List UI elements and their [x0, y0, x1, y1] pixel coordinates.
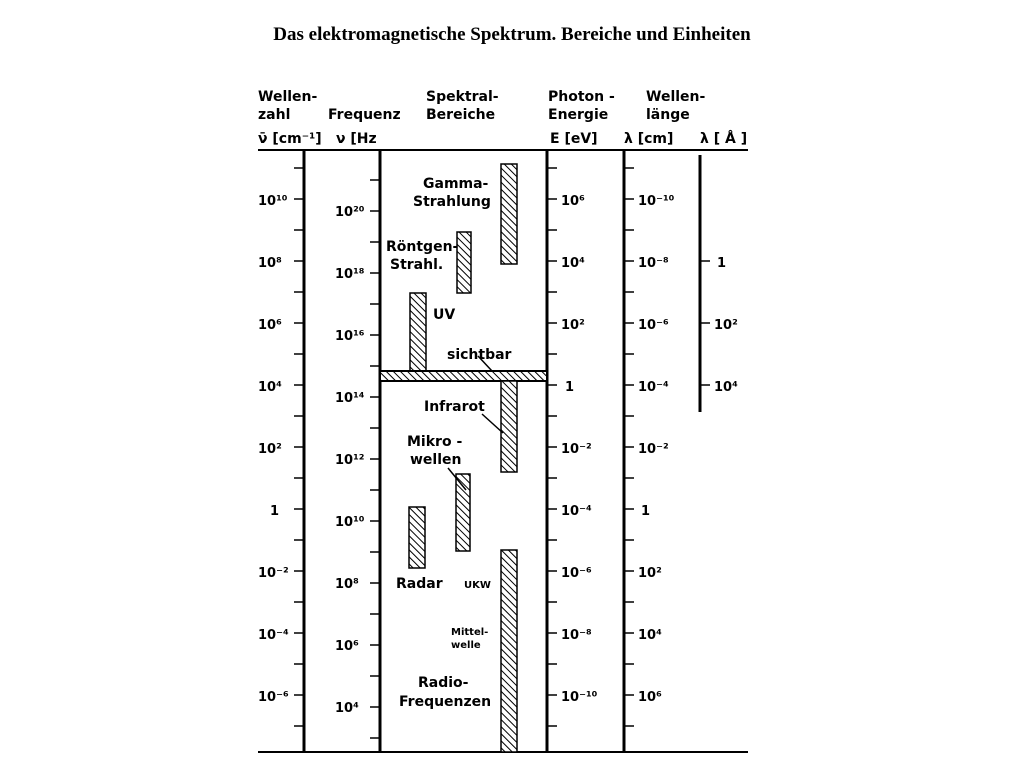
mw-label: Mittel- — [451, 627, 489, 638]
gamma-label: Gamma- — [423, 176, 489, 192]
wavenumber-tick-label: 10⁻² — [258, 566, 289, 581]
energy-tick-label: 10⁻² — [561, 442, 592, 457]
header-frequency — [328, 107, 401, 147]
header-photon-line2: Energie — [548, 107, 609, 123]
region-labels — [386, 176, 512, 710]
visible-band — [380, 371, 547, 381]
energy-tick-label: 10⁻⁸ — [561, 628, 592, 643]
energy-tick-label: 10⁻⁴ — [561, 504, 592, 519]
header-spectral-line1: Spektral- — [426, 89, 499, 105]
wavenumber-tick-label: 1 — [270, 504, 280, 519]
radio-label: Frequenzen — [399, 694, 492, 710]
radio-label: Radio- — [418, 675, 469, 691]
wavenumber-tick-label: 10⁻⁴ — [258, 628, 289, 643]
ukw-label: UKW — [464, 580, 491, 591]
frequency-tick-label: 10²⁰ — [335, 205, 365, 220]
header-spectral-line2: Bereiche — [426, 107, 496, 123]
page-title: Das elektromagnetische Spektrum. Bereiche und Einheiten — [273, 24, 751, 45]
infrared-bar — [501, 381, 517, 472]
wavenumber-tick-label: 10⁻⁶ — [258, 690, 289, 705]
xray-bar — [457, 232, 471, 293]
header-wavenumber-unit: ν̄ [cm⁻¹] — [258, 131, 322, 147]
wavenumber-tick-label: 10² — [258, 442, 282, 457]
frequency-tick-label: 10¹² — [335, 453, 365, 468]
wavelength-cm-tick-label: 10⁻² — [638, 442, 669, 457]
wavelength-angstrom-tick-label: 10⁴ — [714, 380, 738, 395]
header-photon-line1: Photon - — [548, 89, 615, 105]
wavelength-angstrom-tick-label: 1 — [717, 256, 727, 271]
header-wavenumber — [258, 89, 322, 147]
frequency-tick-label: 10¹⁰ — [335, 515, 365, 530]
frequency-scale — [335, 205, 365, 716]
wavelength-cm-tick-label: 10² — [638, 566, 662, 581]
wavenumber-tick-label: 10⁶ — [258, 318, 282, 333]
frequency-tick-label: 10¹⁴ — [335, 391, 365, 406]
wavelength-cm-scale — [638, 194, 675, 705]
microwave-label: wellen — [410, 452, 462, 468]
header-photon-unit: E [eV] — [550, 131, 598, 147]
uv-label: UV — [433, 307, 456, 323]
header-wavelength — [624, 89, 747, 147]
wavenumber-tick-label: 10⁴ — [258, 380, 282, 395]
wavelength-cm-tick-label: 10⁻⁴ — [638, 380, 669, 395]
wavelength-cm-tick-label: 10⁻⁸ — [638, 256, 669, 271]
radio-bar — [501, 550, 517, 752]
header-wavelength-cm: λ [cm] — [624, 131, 674, 147]
frequency-tick-label: 10¹⁸ — [335, 267, 365, 282]
frequency-tick-label: 10⁸ — [335, 577, 359, 592]
header-wavelength-line2: länge — [646, 107, 690, 123]
wavelength-angstrom-tick-label: 10² — [714, 318, 738, 333]
wavelength-angstrom-scale — [714, 256, 738, 395]
infrared-leader — [482, 414, 503, 433]
header-wavenumber-line2: zahl — [258, 107, 291, 123]
mw-label: welle — [451, 640, 481, 651]
frequency-tick-label: 10¹⁶ — [335, 329, 365, 344]
radar-bar — [409, 507, 425, 568]
energy-tick-label: 10⁴ — [561, 256, 585, 271]
wavenumber-tick-label: 10⁸ — [258, 256, 282, 271]
microwave-label: Mikro - — [407, 434, 463, 450]
frequency-tick-label: 10⁴ — [335, 701, 359, 716]
wavelength-cm-tick-label: 1 — [641, 504, 651, 519]
header-wavelength-angstrom: λ [ Å ] — [700, 131, 748, 147]
uv-bar — [410, 293, 426, 371]
visible-label: sichtbar — [447, 347, 512, 363]
energy-scale — [561, 194, 598, 705]
energy-tick-label: 10⁻¹⁰ — [561, 690, 598, 705]
energy-tick-label: 1 — [565, 380, 575, 395]
header-frequency-unit: ν [Hz — [336, 131, 377, 147]
wavelength-cm-tick-label: 10⁴ — [638, 628, 662, 643]
header-spectral — [426, 89, 499, 123]
infrared-label: Infrarot — [424, 399, 485, 415]
energy-tick-label: 10² — [561, 318, 585, 333]
header-wavenumber-line1: Wellen- — [258, 89, 318, 105]
wavenumber-scale — [258, 194, 289, 705]
header-photon — [548, 89, 615, 147]
gamma-label: Strahlung — [413, 194, 491, 210]
wavelength-cm-tick-label: 10⁻¹⁰ — [638, 194, 675, 209]
radar-label: Radar — [396, 576, 443, 592]
wavelength-cm-tick-label: 10⁶ — [638, 690, 662, 705]
energy-tick-label: 10⁻⁶ — [561, 566, 592, 581]
header-wavelength-line1: Wellen- — [646, 89, 706, 105]
energy-tick-label: 10⁶ — [561, 194, 585, 209]
xray-label: Strahl. — [390, 257, 444, 273]
wavelength-cm-tick-label: 10⁻⁶ — [638, 318, 669, 333]
header-frequency-line1: Frequenz — [328, 107, 401, 123]
xray-label: Röntgen- — [386, 239, 459, 255]
wavenumber-tick-label: 10¹⁰ — [258, 194, 288, 209]
frequency-tick-label: 10⁶ — [335, 639, 359, 654]
gamma-bar — [501, 164, 517, 264]
